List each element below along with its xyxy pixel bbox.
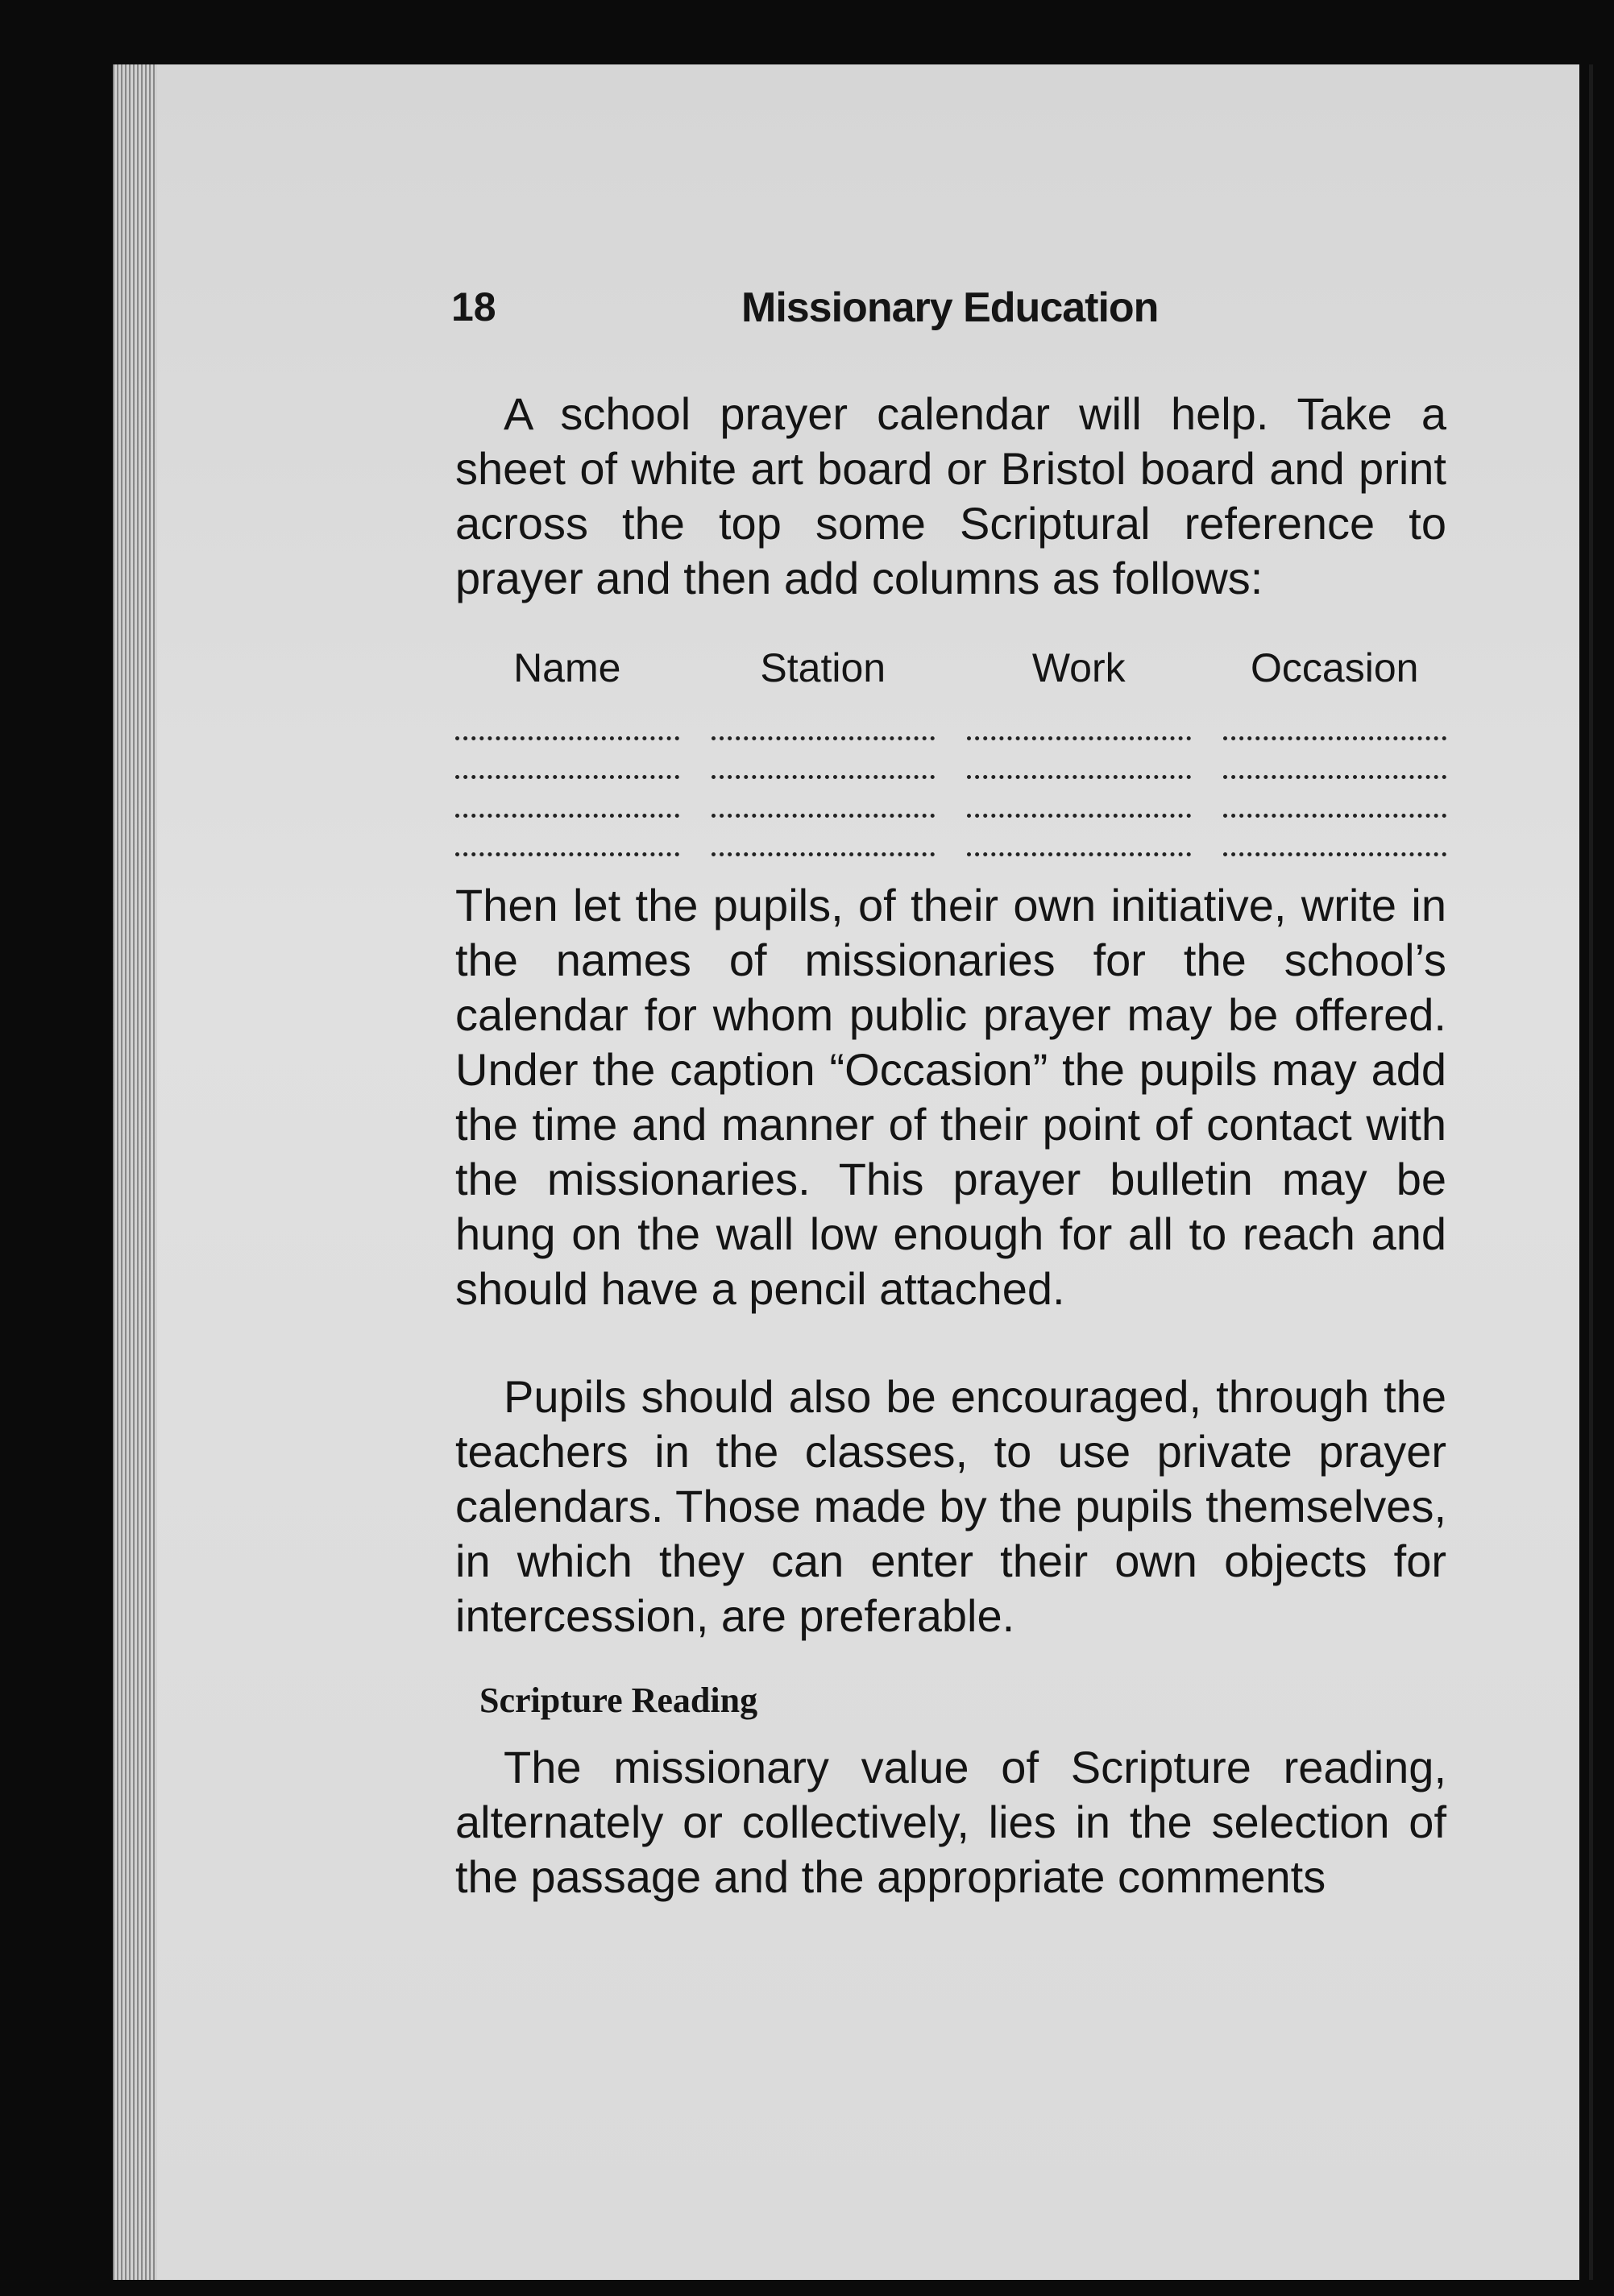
calendar-row <box>455 717 1446 756</box>
page-header <box>451 284 1499 348</box>
page-edge-shading <box>113 64 157 2280</box>
calendar-row <box>455 794 1446 833</box>
dotted-line <box>1223 794 1447 818</box>
dotted-line <box>1223 717 1447 740</box>
dotted-line <box>455 794 679 818</box>
paragraph-pupils-write-text: Then let the pupils, of their own initiative, write in the names of missionaries for the school’s calendar for whom public prayer may be offered. Under the caption “Occasion” the pupils may add the time and manner of their point of contact with the missionaries. This prayer bulletin may be hung on the wall low enough for all to reach and should have a pencil attached. <box>455 880 1446 1314</box>
dotted-line <box>712 756 936 779</box>
paragraph-scripture-reading <box>455 1740 1446 1904</box>
paragraph-private-calendars-text: Pupils should also be encouraged, through the teachers in the classes, to use private prayer calendars. Those made by the pupils themselves, in which they can enter their own objects for intercession, are preferable. <box>455 1371 1446 1641</box>
calendar-dotted-rows <box>455 717 1446 872</box>
dotted-line <box>967 833 1191 856</box>
dotted-line <box>455 756 679 779</box>
paragraph-private-calendars <box>455 1370 1446 1643</box>
section-heading: Scripture Reading <box>479 1681 758 1720</box>
dotted-line <box>712 794 936 818</box>
dotted-line <box>455 717 679 740</box>
prayer-calendar-table <box>455 644 1446 872</box>
dotted-line <box>967 756 1191 779</box>
dotted-line <box>967 794 1191 818</box>
column-header-occasion: Occasion <box>1251 645 1419 690</box>
column-header-station: Station <box>760 645 886 690</box>
dotted-line <box>1223 833 1447 856</box>
calendar-row <box>455 833 1446 872</box>
paragraph-scripture-reading-text: The missionary value of Scripture reading, alternately or collectively, lies in the selection of the passage and the appropriate comments <box>455 1742 1446 1902</box>
running-title: Missionary Education <box>741 284 1159 331</box>
dotted-line <box>967 717 1191 740</box>
dotted-line <box>712 833 936 856</box>
page-number: 18 <box>451 284 496 329</box>
dotted-line <box>455 833 679 856</box>
dotted-line <box>1223 756 1447 779</box>
calendar-row <box>455 756 1446 794</box>
paragraph-intro <box>455 387 1446 606</box>
dotted-line <box>712 717 936 740</box>
page-border-rule <box>1589 64 1593 2280</box>
paragraph-pupils-write <box>455 878 1446 1316</box>
paragraph-intro-text: A school prayer calendar will help. Take a sheet of white art board or Bristol board and print across the top some Scriptural reference to prayer and then add columns as follows: <box>455 388 1446 603</box>
column-header-name: Name <box>513 645 621 690</box>
column-header-work: Work <box>1031 645 1126 690</box>
calendar-column-headers <box>455 644 1446 701</box>
